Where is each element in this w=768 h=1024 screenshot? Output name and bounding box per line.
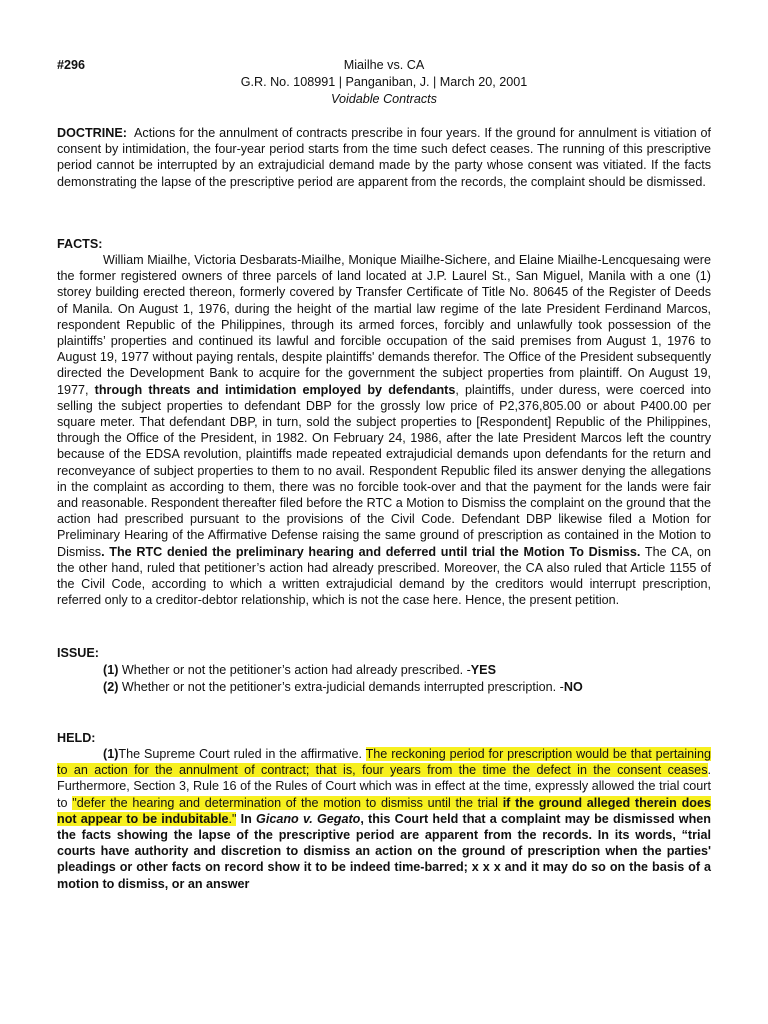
held-bold-2: , this Court held that a complaint may be dismissed when the facts showing the lapse of the prescriptive period are apparent from the records. In its words, “trial courts have authority and discretion to dismiss an action on the ground of prescription when the parties' pleadings or other facts on record show it to be indeed time-barred; x x x and it may do so on the basis of a motion to dismiss, or an answer (57, 811, 711, 891)
held-text-1: The Supreme Court ruled in the affirmative. (118, 746, 366, 761)
held-case-name: Gicano v. Gegato (256, 811, 361, 826)
issue-num-2: (2) (103, 679, 119, 694)
held-highlight-3: ." (228, 811, 237, 826)
doctrine-paragraph (57, 125, 711, 190)
facts-label: FACTS: (57, 236, 103, 251)
case-title: Miailhe vs. CA (343, 58, 425, 72)
held-bold-1: In (236, 811, 257, 826)
held-paragraph (57, 746, 711, 892)
facts-paragraph (57, 252, 711, 608)
held-highlight-1: The reckoning period for prescription would be that pertaining to an action for the annulment of contract; that is, four years from the time the defect in the consent ceases (57, 746, 711, 778)
facts-bold-1: through threats and intimidation employed by defendants (94, 382, 456, 397)
case-header (57, 57, 711, 108)
issue-item-2 (103, 679, 711, 696)
case-subject: Voidable Contracts (331, 92, 437, 106)
facts-bold-2: . The RTC denied the preliminary hearing and deferred until trial the Motion To Dismiss. (101, 544, 641, 559)
doctrine-label: DOCTRINE: (57, 126, 127, 140)
issue-text-1: Whether or not the petitioner’s action had already prescribed. - (118, 662, 471, 677)
held-num: (1) (103, 746, 119, 761)
issue-label: ISSUE: (57, 646, 99, 661)
facts-text-2: , plaintiffs, under duress, were coerced into selling the subject properties to defendant DBP for the grossly low price of P2,376,805.00 or about P400.00 per square meter. That defendant DBP, in turn, sold the subject properties to [Respondent] Republic of the Philippines, through the Office of the President, in 1982. On February 24, 1986, after the late President Marcos left the country because of the EDSA revolution, plaintiffs made repeated extrajudicial demands upon defendants for the return and reconveyance of subject properties to them to no avail. Respondent Republic filed its answer denying the allegations in the complaint as according to them, there was no forcible took-over and that the payment for the lands were fair and reasonable. Respondent thereafter filed before the RTC a Motion to Dismiss the complaint on the ground that the action had prescribed pursuant to the provisions of the Civil Code. Defendant DBP likewise filed a Motion for Preliminary Hearing of the Affirmative Defense raising the same ground of prescription as contained in the Motion to Dismiss (57, 382, 712, 559)
issue-list (57, 662, 711, 696)
held-text-2: . Furthermore, Section 3, Rule 16 of the Rules of Court which was in effect at the time, expressly allowed the trial court to (57, 763, 711, 810)
issue-num-1: (1) (103, 662, 119, 677)
held-highlight-2: "defer the hearing and determination of the motion to dismiss until the trial (72, 795, 503, 810)
held-section (57, 730, 711, 892)
issue-text-2: Whether or not the petitioner’s extra-judicial demands interrupted prescription. - (118, 679, 564, 694)
held-highlight-bold: if the ground alleged therein does not appear to be indubitable (57, 795, 711, 826)
case-number: #296 (57, 58, 86, 72)
facts-text-1: William Miailhe, Victoria Desbarats-Miailhe, Monique Miailhe-Sichere, and Elaine Miailhe-Lencquesaing were the former registered owners of three parcels of land located at J.P. Laurel St., San Miguel, Manila with a one (1) storey building erected thereon, formerly covered by Transfer Certificate of Title No. 80645 of the Register of Deeds of Manila. On August 1, 1976, during the height of the martial law regime of the late President Ferdinand Marcos, respondent Republic of the Philippines, through its armed forces, forcibly and unlawfully took possession of the plaintiffs’ properties and continued its lawful and forcible occupation of the said premises from August 1, 1976 to August 19, 1977 without paying rentals, despite plaintiffs' demands therefor. The Office of the President subsequently directed the Development Bank to acquire for the government the subject properties from plaintiff. On August 19, 1977, (57, 253, 711, 397)
issue-answer-1: YES (470, 662, 496, 677)
facts-text-3: The CA, on the other hand, ruled that petitioner’s action had already prescribed. Moreover, the CA also ruled that Article 1155 of the Civil Code, according to which a written extrajudicial demand by the creditors would interrupt prescription, referred only to a creditor-debtor relationship, which is not the case here. Hence, the present petition. (57, 544, 711, 608)
issue-item-1 (103, 662, 711, 679)
issue-answer-2: NO (563, 679, 583, 694)
doctrine-text: Actions for the annulment of contracts prescribe in four years. If the ground for annulment is vitiation of consent by intimidation, the four-year period starts from the time such defect ceases. The running of this prescriptive period cannot be interrupted by an extrajudicial demand made by the party whose consent was vitiated. If the facts demonstrating the lapse of the prescriptive period are apparent from the records, the complaint should be dismissed. (57, 126, 711, 189)
case-citation: G.R. No. 108991 | Panganiban, J. | March 20, 2001 (240, 75, 528, 89)
held-label: HELD: (57, 730, 96, 745)
